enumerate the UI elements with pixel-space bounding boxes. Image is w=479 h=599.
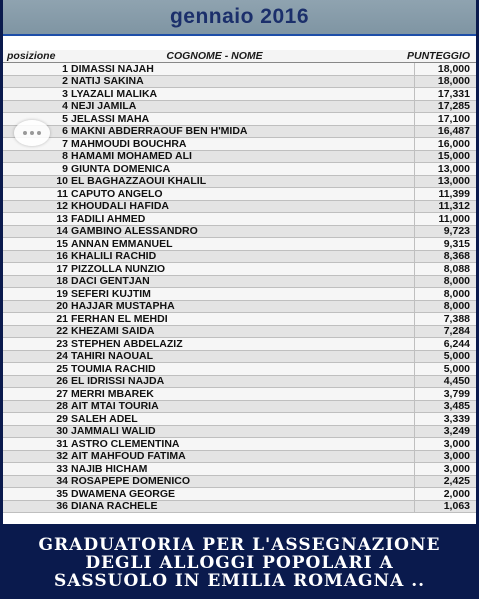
page-title: gennaio 2016 (169, 5, 310, 28)
table-row (3, 276, 476, 289)
row-number: 15 (56, 237, 68, 250)
row-name: CAPUTO ANGELO (71, 187, 163, 200)
row-number: 32 (56, 450, 68, 463)
row-name: MERRI MBAREK (71, 387, 154, 400)
table-row (3, 326, 476, 339)
table-row (3, 438, 476, 451)
row-number: 9 (62, 162, 68, 175)
table-row (3, 188, 476, 201)
row-score: 6,244 (414, 338, 476, 350)
row-number: 34 (56, 475, 68, 488)
table-row (3, 88, 476, 101)
row-name: HAJJAR MUSTAPHA (71, 300, 175, 313)
row-name: MAHMOUDI BOUCHRA (71, 137, 187, 150)
header-position: posizione (7, 50, 56, 62)
row-number: 12 (56, 200, 68, 213)
table-row (3, 476, 476, 489)
row-number: 29 (56, 412, 68, 425)
row-name: JAMMALI WALID (71, 425, 156, 438)
ranking-sheet (3, 0, 476, 524)
row-score: 15,000 (414, 151, 476, 163)
row-score: 3,000 (414, 463, 476, 475)
table-row (3, 138, 476, 151)
row-score: 11,000 (414, 213, 476, 225)
row-name: GIUNTA DOMENICA (71, 162, 171, 175)
row-number: 33 (56, 462, 68, 475)
row-name: FADILI AHMED (71, 212, 146, 225)
row-name: KHALILI RACHID (71, 250, 157, 263)
row-name: TOUMIA RACHID (71, 362, 156, 375)
row-number: 31 (56, 437, 68, 450)
table-row (3, 101, 476, 114)
row-name: HAMAMI MOHAMED ALI (71, 150, 192, 163)
table-row (3, 388, 476, 401)
caption-line-1: GRADUATORIA PER L'ASSEGNAZIONE (38, 535, 441, 555)
header-name: COGNOME - NOME (166, 50, 263, 62)
table-row (3, 251, 476, 264)
row-name: MAKNI ABDERRAOUF BEN H'MIDA (71, 125, 248, 138)
row-number: 13 (56, 212, 68, 225)
row-score: 16,000 (414, 138, 476, 150)
row-score: 8,000 (414, 276, 476, 288)
row-name: DACI GENTJAN (71, 275, 150, 288)
row-number: 22 (56, 325, 68, 338)
table-row (3, 376, 476, 389)
dot-icon (23, 131, 27, 135)
row-score: 9,723 (414, 226, 476, 238)
row-name: EL IDRISSI NAJDA (71, 375, 165, 388)
caption (0, 530, 479, 596)
table-row (3, 201, 476, 214)
row-name: NAJIB HICHAM (71, 462, 148, 475)
row-score: 8,088 (414, 263, 476, 275)
table-row (3, 426, 476, 439)
row-number: 25 (56, 362, 68, 375)
row-score: 3,000 (414, 451, 476, 463)
row-name: STEPHEN ABDELAZIZ (71, 337, 183, 350)
row-score: 4,450 (414, 376, 476, 388)
table-row (3, 76, 476, 89)
row-name: NEJI JAMILA (71, 100, 137, 113)
table-row (3, 463, 476, 476)
row-number: 7 (62, 137, 68, 150)
row-score: 1,063 (414, 501, 476, 513)
table-row (3, 226, 476, 239)
row-score: 17,331 (414, 88, 476, 100)
row-number: 27 (56, 387, 68, 400)
row-score: 13,000 (414, 176, 476, 188)
row-score: 2,000 (414, 488, 476, 500)
table-row (3, 176, 476, 189)
row-number: 18 (56, 275, 68, 288)
row-score: 8,368 (414, 251, 476, 263)
table-row (3, 126, 476, 139)
row-number: 17 (56, 262, 68, 275)
header-score: PUNTEGGIO (406, 50, 470, 62)
row-name: ROSAPEPE DOMENICO (71, 475, 191, 488)
dot-icon (30, 131, 34, 135)
row-score: 5,000 (414, 363, 476, 375)
row-number: 35 (56, 487, 68, 500)
chat-bubble-icon[interactable] (14, 120, 50, 146)
table-row (3, 313, 476, 326)
row-score: 13,000 (414, 163, 476, 175)
dot-icon (37, 131, 41, 135)
row-number: 16 (56, 250, 68, 263)
table-row (3, 351, 476, 364)
table-row (3, 488, 476, 501)
row-score: 5,000 (414, 351, 476, 363)
title-bar (3, 0, 476, 36)
row-score: 3,249 (414, 426, 476, 438)
row-name: JELASSI MAHA (71, 112, 150, 125)
caption-line-2: DEGLI ALLOGGI POPOLARI A (85, 553, 394, 573)
row-score: 17,100 (414, 113, 476, 125)
row-name: EL BAGHAZZAOUI KHALIL (71, 175, 207, 188)
row-number: 10 (56, 175, 68, 188)
table-row (3, 501, 476, 514)
row-name: LYAZALI MALIKA (71, 87, 158, 100)
table-row (3, 163, 476, 176)
row-number: 36 (56, 500, 68, 513)
row-number: 8 (62, 150, 68, 163)
table-row (3, 288, 476, 301)
row-name: PIZZOLLA NUNZIO (71, 262, 166, 275)
caption-line-3: SASSUOLO IN EMILIA ROMAGNA .. (53, 571, 426, 591)
table-row (3, 301, 476, 314)
row-number: 26 (56, 375, 68, 388)
row-number: 19 (56, 287, 68, 300)
row-score: 16,487 (414, 126, 476, 138)
row-name: KHEZAMI SAIDA (71, 325, 155, 338)
row-score: 3,485 (414, 401, 476, 413)
row-number: 2 (62, 75, 68, 88)
row-score: 11,312 (414, 201, 476, 213)
row-name: TAHIRI NAOUAL (71, 350, 154, 363)
table-row (3, 238, 476, 251)
table-header (3, 50, 476, 63)
table-row (3, 263, 476, 276)
row-name: DWAMENA GEORGE (71, 487, 176, 500)
row-score: 17,285 (414, 101, 476, 113)
row-name: KHOUDALI HAFIDA (71, 200, 169, 213)
table-row (3, 113, 476, 126)
row-number: 20 (56, 300, 68, 313)
row-name: GAMBINO ALESSANDRO (71, 225, 198, 238)
row-number: 21 (56, 312, 68, 325)
row-score: 7,388 (414, 313, 476, 325)
row-number: 24 (56, 350, 68, 363)
row-name: SALEH ADEL (71, 412, 138, 425)
row-name: SEFERI KUJTIM (71, 287, 151, 300)
row-name: DIANA RACHELE (71, 500, 158, 513)
row-score: 18,000 (414, 63, 476, 75)
row-number: 4 (62, 100, 68, 113)
row-name: AIT MTAI TOURIA (71, 400, 159, 413)
row-score: 18,000 (414, 76, 476, 88)
row-score: 7,284 (414, 326, 476, 338)
row-score: 3,799 (414, 388, 476, 400)
row-name: ASTRO CLEMENTINA (71, 437, 180, 450)
row-name: AIT MAHFOUD FATIMA (71, 450, 186, 463)
table-row (3, 401, 476, 414)
row-name: FERHAN EL MEHDI (71, 312, 168, 325)
row-number: 11 (56, 187, 68, 200)
row-number: 1 (62, 62, 68, 75)
table-row (3, 338, 476, 351)
row-number: 30 (56, 425, 68, 438)
row-score: 2,425 (414, 476, 476, 488)
table-row (3, 363, 476, 376)
row-score: 3,000 (414, 438, 476, 450)
row-score: 3,339 (414, 413, 476, 425)
spacer (3, 36, 476, 50)
row-name: ANNAN EMMANUEL (71, 237, 173, 250)
table-row (3, 213, 476, 226)
row-number: 5 (62, 112, 68, 125)
table-row (3, 451, 476, 464)
row-score: 8,000 (414, 288, 476, 300)
row-score: 8,000 (414, 301, 476, 313)
row-name: NATIJ SAKINA (71, 75, 144, 88)
row-number: 23 (56, 337, 68, 350)
table-row (3, 151, 476, 164)
row-name: DIMASSI NAJAH (71, 62, 154, 75)
row-number: 3 (62, 87, 68, 100)
row-number: 6 (62, 125, 68, 138)
row-number: 28 (56, 400, 68, 413)
row-score: 11,399 (414, 188, 476, 200)
row-score: 9,315 (414, 238, 476, 250)
table-row (3, 413, 476, 426)
ranking-table (3, 63, 476, 513)
row-number: 14 (56, 225, 68, 238)
table-row (3, 63, 476, 76)
